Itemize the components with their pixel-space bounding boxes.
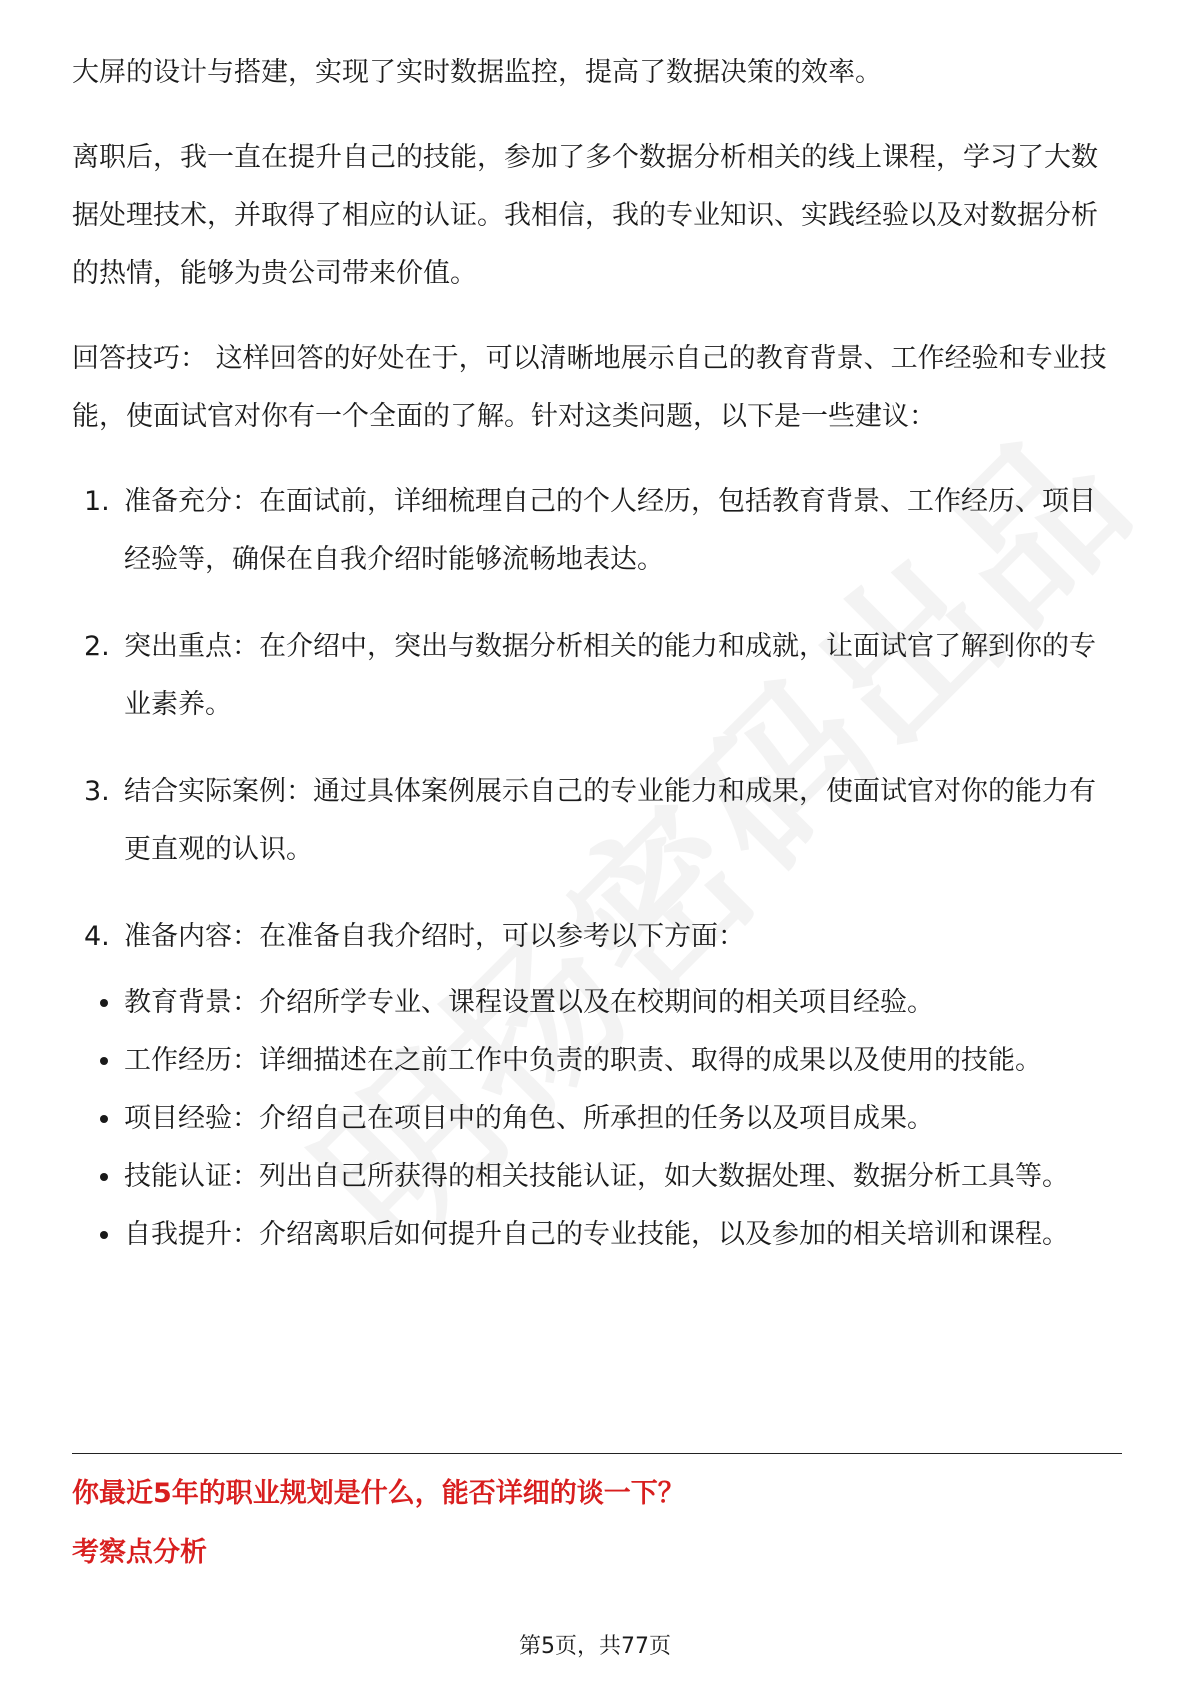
bullet-text: 自我提升：介绍离职后如何提升自己的专业技能，以及参加的相关培训和课程。 [124,1219,1069,1250]
paragraph-2: 离职后，我一直在提升自己的技能，参加了多个数据分析相关的线上课程，学习了大数据处理技术，并取得了相应的认证。我相信，我的专业知识、实践经验以及对数据分析的热情，能够为贵公司带来价值。 [72,142,1098,289]
bullet-dot-icon [100,1231,108,1239]
bullet-text: 项目经验：介绍自己在项目中的角色、所承担的任务以及项目成果。 [124,1103,934,1134]
list-item-text: 结合实际案例：通过具体案例展示自己的专业能力和成果，使面试官对你的能力有更直观的认识。 [124,776,1096,865]
bullet-item [72,974,1122,1032]
bullet-item [72,1090,1122,1148]
bullet-item [72,1206,1122,1264]
paragraph-answer-tips: 回答技巧： 这样回答的好处在于，可以清晰地展示自己的教育背景、工作经验和专业技能，使面试官对你有一个全面的了解。针对这类问题，以下是一些建议： [72,343,1107,432]
bullet-dot-icon [100,1057,108,1065]
question-heading: 你最近5年的职业规划是什么，能否详细的谈一下？ [72,1478,685,1509]
bullet-list [72,974,1122,1264]
bullet-text: 工作经历：详细描述在之前工作中负责的职责、取得的成果以及使用的技能。 [124,1045,1042,1076]
bullet-item [72,1032,1122,1090]
list-item-text: 突出重点：在介绍中，突出与数据分析相关的能力和成就，让面试官了解到你的专业素养。 [124,631,1096,720]
suggestion-list [72,473,1122,966]
main-content [72,44,1122,1264]
section-divider [72,1453,1122,1454]
bullet-text: 教育背景：介绍所学专业、课程设置以及在校期间的相关项目经验。 [124,987,934,1018]
bullet-dot-icon [100,999,108,1007]
paragraph-1: 大屏的设计与搭建，实现了实时数据监控，提高了数据决策的效率。 [72,57,882,88]
list-item-text: 准备内容：在准备自我介绍时，可以参考以下方面： [124,921,745,952]
bullet-text: 技能认证：列出自己所获得的相关技能认证，如大数据处理、数据分析工具等。 [124,1161,1069,1192]
list-item [72,763,1122,879]
bullet-dot-icon [100,1115,108,1123]
list-item [72,618,1122,734]
list-item [72,473,1122,589]
list-number: 1. [84,486,110,517]
list-item-text: 准备充分：在面试前，详细梳理自己的个人经历，包括教育背景、工作经历、项目经验等，确保在自我介绍时能够流畅地表达。 [124,486,1096,575]
bullet-dot-icon [100,1173,108,1181]
bullet-item [72,1148,1122,1206]
list-number: 4. [84,921,110,952]
page-number: 第5页，共77页 [519,1634,671,1659]
analysis-subheading: 考察点分析 [72,1537,207,1568]
list-item [72,908,1122,966]
list-number: 3. [84,776,110,807]
list-number: 2. [84,631,110,662]
